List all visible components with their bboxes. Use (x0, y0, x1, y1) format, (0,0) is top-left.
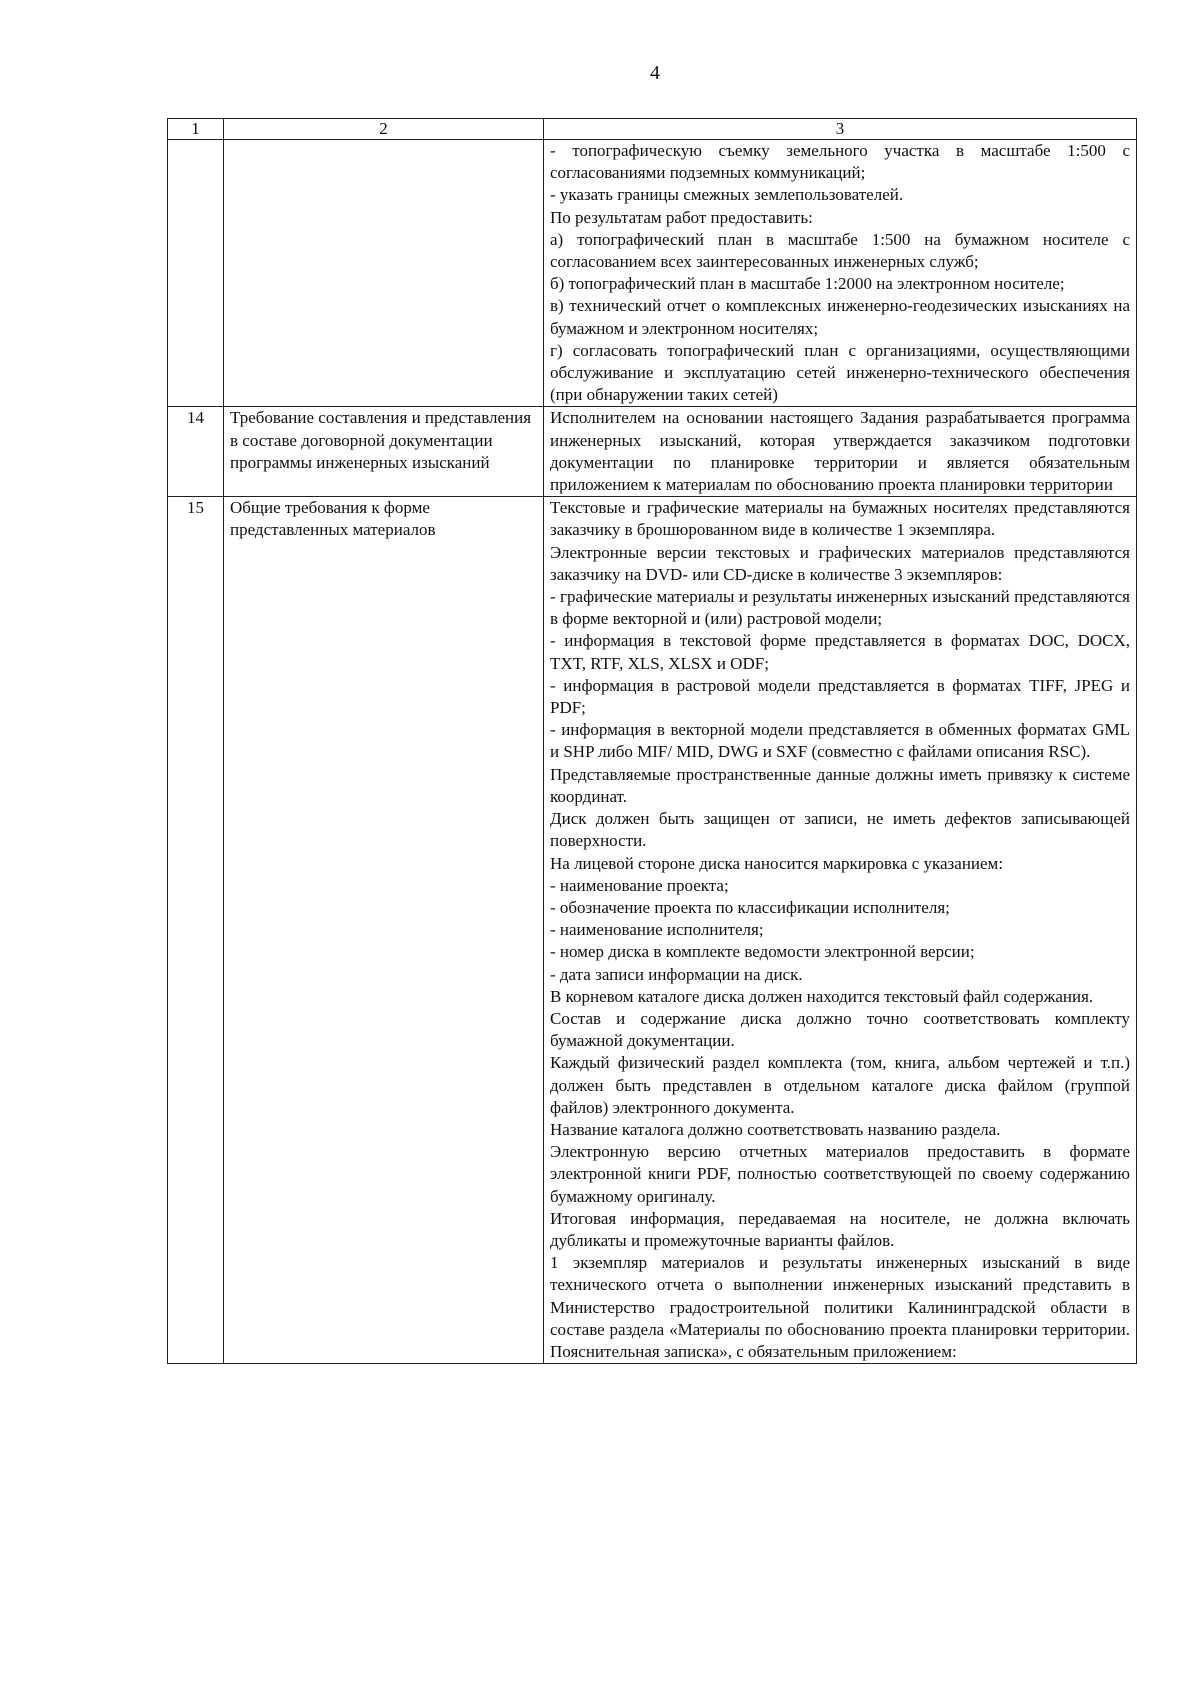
content-line: Электронные версии текстовых и графических материалов представляются заказчику на DVD- или CD-диске в количестве 3 экземпляров: (550, 542, 1130, 584)
content-line: - графические материалы и результаты инженерных изысканий представляются в форме векторной и (или) растровой модели; (550, 587, 1130, 629)
requirement-content (544, 407, 1137, 497)
requirement-name: Общие требования к форме представленных материалов (224, 497, 544, 1364)
content-line: Электронную версию отчетных материалов предоставить в формате электронной книги PDF, полностью соответствующей по своему содержанию бумажному оригиналу. (550, 1142, 1130, 1206)
page-number: 4 (650, 62, 660, 84)
content-line: - информация в растровой модели представляется в форматах TIFF, JPEG и PDF; (550, 675, 1130, 718)
header-col-2: 2 (224, 119, 544, 140)
table-row (168, 140, 1137, 407)
content-line: Название каталога должно соответствовать названию раздела. (550, 1119, 1001, 1139)
content-line: - номер диска в комплекте ведомости электронной версии; (550, 942, 975, 962)
content-line: Каждый физический раздел комплекта (том, книга, альбом чертежей и т.п.) должен быть представлен в отдельном каталоге диска файлом (группой файлов) электронного документа. (550, 1053, 1130, 1117)
content-line: Представляемые пространственные данные должны иметь привязку к системе координат. (550, 764, 1130, 806)
content-line: Состав и содержание диска должно точно соответствовать комплекту бумажной документации. (550, 1008, 1130, 1051)
content-line: в) технический отчет о комплексных инженерно-геодезических изысканиях на бумажном и электронном носителях; (550, 296, 1130, 338)
requirements-table (167, 118, 1137, 1364)
header-col-1: 1 (168, 119, 224, 140)
row-number: 15 (168, 497, 224, 1364)
content-line: - указать границы смежных землепользователей. (550, 185, 904, 205)
content-line: 1 экземпляр материалов и результаты инженерных изысканий в виде технического отчета о выполнении инженерных изысканий представить в Министерство градостроительной политики Калининградской области в составе раздела «Материалы по обоснованию проекта планировки территории. Пояснительная записка», с обязательным приложением: (550, 1253, 1130, 1361)
requirement-content (544, 140, 1137, 407)
content-line: На лицевой стороне диска наносится маркировка с указанием: (550, 853, 1004, 873)
content-line: - наименование проекта; (550, 875, 729, 895)
table-row (168, 407, 1137, 497)
table-row (168, 497, 1137, 1364)
header-col-3: 3 (544, 119, 1137, 140)
requirement-content (544, 497, 1137, 1364)
content-line: Текстовые и графические материалы на бумажных носителях представляются заказчику в брошюрованном виде в количестве 1 экземпляра. (550, 498, 1130, 540)
content-line: - наименование исполнителя; (550, 920, 764, 940)
content-line: - топографическую съемку земельного участка в масштабе 1:500 с согласованиями подземных коммуникаций; (550, 141, 1130, 183)
requirement-name: Требование составления и представления в составе договорной документации программы инженерных изысканий (224, 407, 544, 497)
requirement-name (224, 140, 544, 407)
content-line: г) согласовать топографический план с организациями, осуществляющими обслуживание и эксплуатацию сетей инженерно-технического обеспечения (при обнаружении таких сетей) (550, 340, 1130, 405)
table-header-row (168, 119, 1137, 140)
content-line: - информация в текстовой форме представляется в форматах DOC, DOCX, TXT, RTF, XLS, XLSX и ODF; (550, 631, 1130, 673)
content-line: - дата записи информации на диск. (550, 964, 803, 984)
content-line: - информация в векторной модели представляется в обменных форматах GML и SHP либо MIF/ MID, DWG и SXF (совместно с файлами описания RSC). (550, 720, 1130, 762)
row-number (168, 140, 224, 407)
content-line: По результатам работ предоставить: (550, 207, 813, 227)
row-number: 14 (168, 407, 224, 497)
content-line: Диск должен быть защищен от записи, не иметь дефектов записывающей поверхности. (550, 809, 1130, 851)
content-line: В корневом каталоге диска должен находится текстовый файл содержания. (550, 986, 1094, 1006)
content-line: а) топографический план в масштабе 1:500 на бумажном носителе с согласованием всех заинтересованных инженерных служб; (550, 229, 1130, 272)
content-line: - обозначение проекта по классификации исполнителя; (550, 897, 950, 917)
content-line: Исполнителем на основании настоящего Задания разрабатывается программа инженерных изысканий, которая утверждается заказчиком подготовки документации по планировке территории и является обязательным приложением к материалам по обоснованию проекта планировки территории (550, 408, 1130, 495)
content-line: Итоговая информация, передаваемая на носителе, не должна включать дубликаты и промежуточные варианты файлов. (550, 1208, 1130, 1250)
content-line: б) топографический план в масштабе 1:2000 на электронном носителе; (550, 274, 1065, 294)
